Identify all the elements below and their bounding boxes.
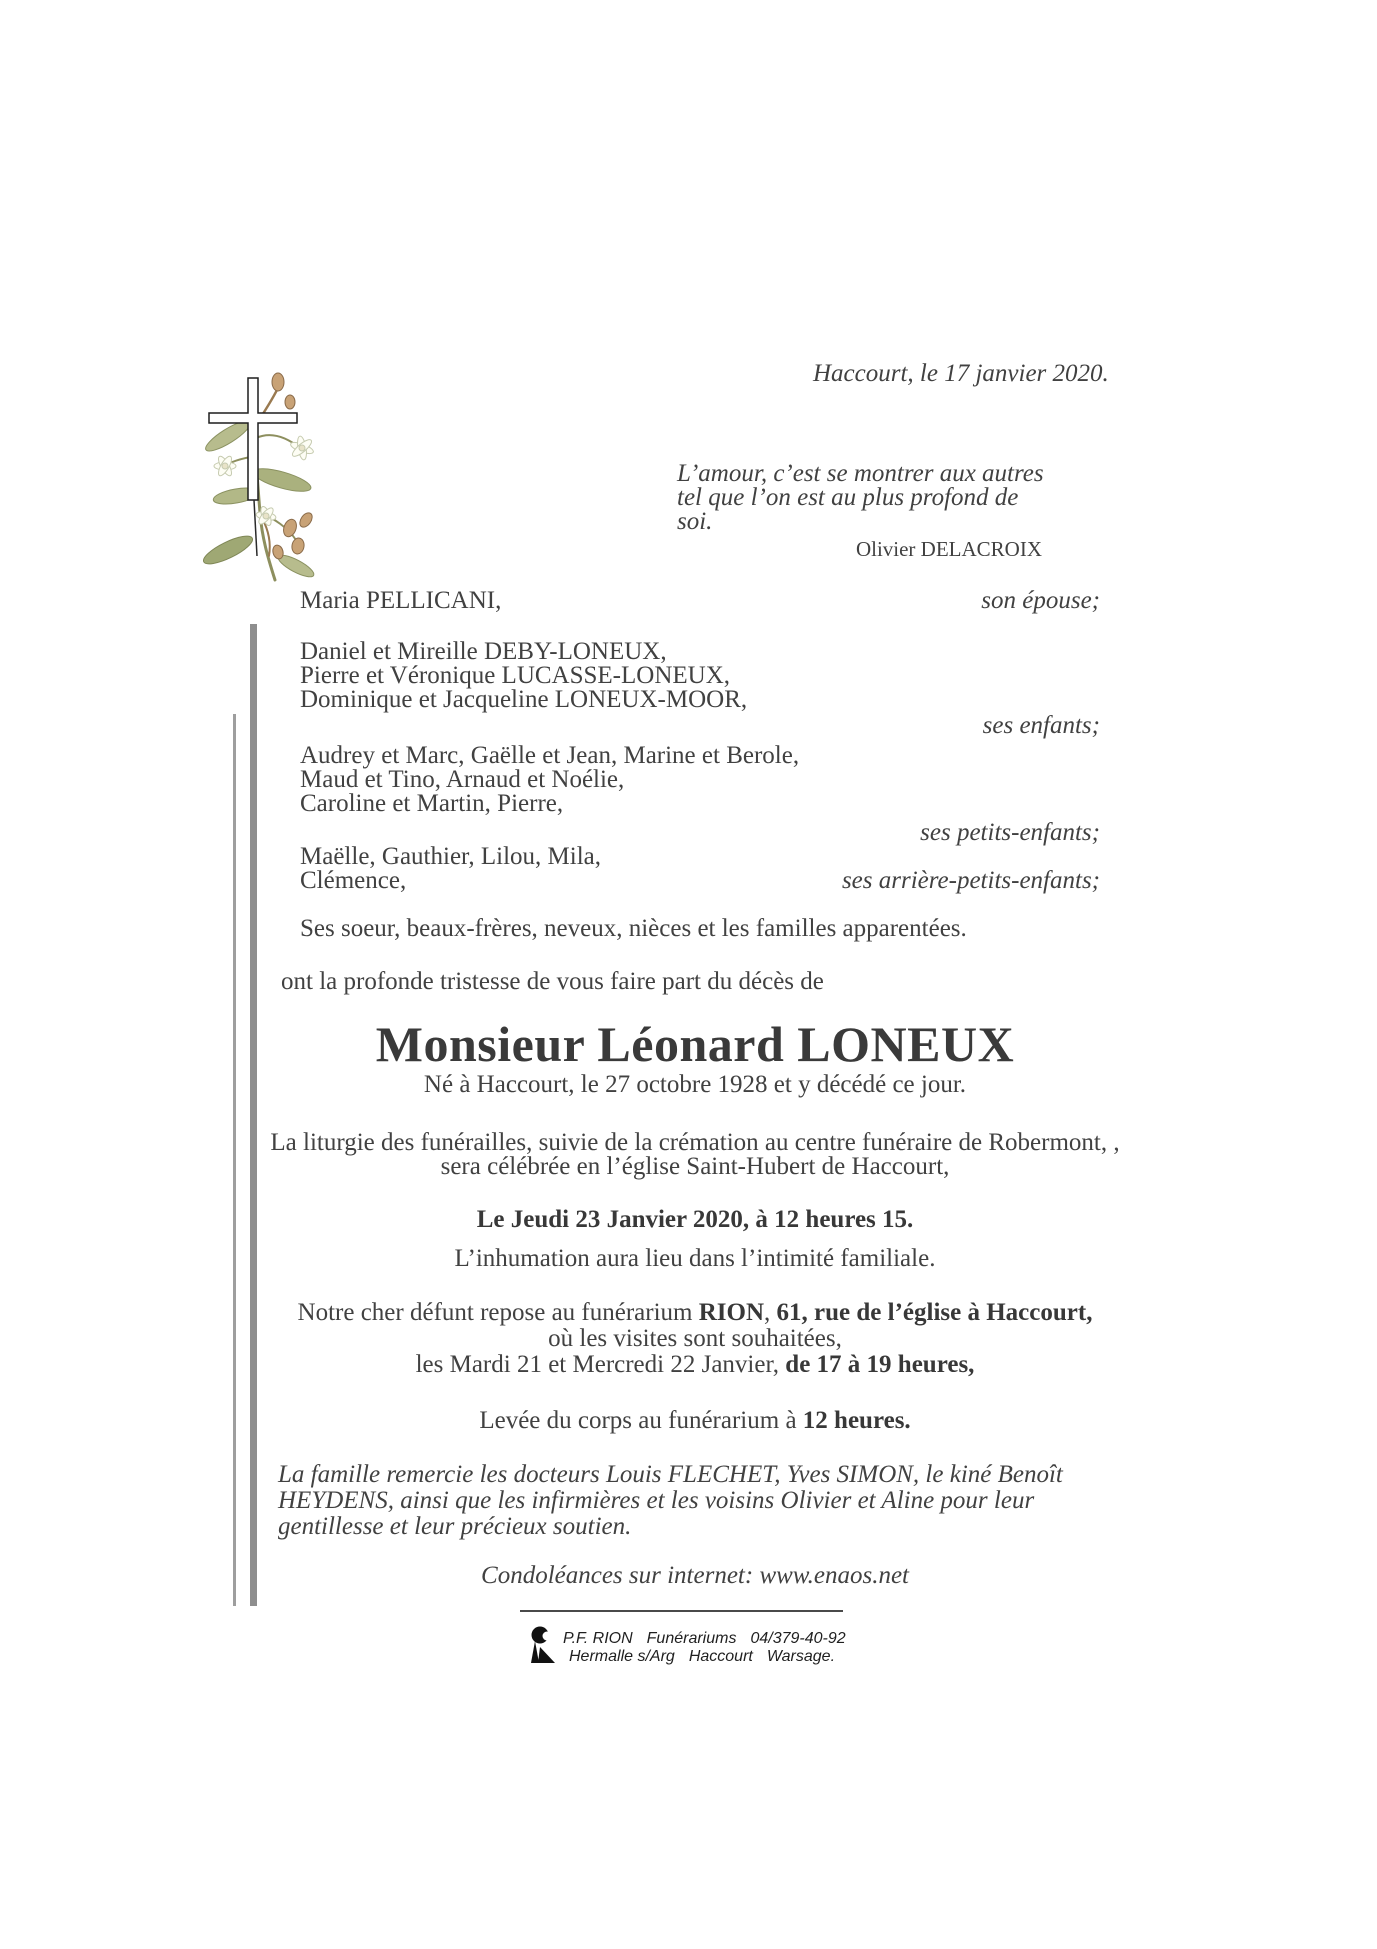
rion-logo-icon bbox=[528, 1626, 556, 1664]
footer-type: Funérariums bbox=[646, 1630, 737, 1647]
visitation-days: les Mardi 21 et Mercredi 22 Janvier, bbox=[415, 1351, 786, 1378]
funeral-home-footer bbox=[563, 1630, 846, 1666]
thanks-line: gentillesse et leur précieux soutien. bbox=[278, 1513, 632, 1540]
ceremony-line: sera célébrée en l’église Saint-Hubert de Haccourt, bbox=[440, 1153, 950, 1180]
footer-company: P.F. RION bbox=[563, 1630, 633, 1647]
visitation-line1 bbox=[270, 1300, 1120, 1326]
ceremony-datetime: Le Jeudi 23 Janvier 2020, à 12 heures 15. bbox=[476, 1206, 914, 1233]
grandchildren-label: ses petits-enfants; bbox=[920, 819, 1100, 846]
levee-prefix: Levée du corps au funérarium à bbox=[479, 1407, 803, 1434]
footer-divider bbox=[520, 1610, 843, 1612]
grandchildren-names bbox=[300, 744, 799, 816]
great-grandchildren-label: ses arrière-petits-enfants; bbox=[841, 867, 1100, 894]
list-item: Caroline et Martin, Pierre, bbox=[300, 790, 564, 817]
thanks-line: La famille remercie les docteurs Louis FLECHET, Yves SIMON, le kiné Benoît bbox=[278, 1461, 1063, 1488]
footer-location: Haccourt bbox=[688, 1648, 753, 1665]
visitation-line2: où les visites sont souhaitées, bbox=[548, 1325, 842, 1352]
cross-stem-line bbox=[254, 500, 257, 556]
visitation-hours: de 17 à 19 heures, bbox=[785, 1351, 975, 1378]
children-names bbox=[300, 640, 747, 712]
list-item: Dominique et Jacqueline LONEUX-MOOR, bbox=[300, 686, 748, 713]
list-item: Audrey et Marc, Gaëlle et Jean, Marine et Berole, bbox=[300, 742, 800, 769]
quote-block bbox=[677, 462, 1047, 561]
quote-line: tel que l’on est au plus profond de soi. bbox=[677, 484, 1019, 535]
levee-time: 12 heures. bbox=[802, 1407, 911, 1434]
levee-line bbox=[270, 1409, 1120, 1433]
spouse-name: Maria PELLICANI, bbox=[300, 587, 502, 614]
funeral-home-address: 61, rue de l’église à Haccourt, bbox=[776, 1299, 1093, 1326]
announcement-line: ont la profonde tristesse de vous faire part du décès de bbox=[281, 968, 824, 995]
thanks-paragraph bbox=[278, 1462, 1063, 1540]
spouse-label: son épouse; bbox=[981, 587, 1100, 614]
list-item: Maëlle, Gauthier, Lilou, Mila, bbox=[300, 843, 602, 870]
list-item: Daniel et Mireille DEBY-LONEUX, bbox=[300, 638, 667, 665]
footer-location: Hermalle s/Arg bbox=[569, 1648, 675, 1665]
inhumation-line: L’inhumation aura lieu dans l’intimité familiale. bbox=[454, 1245, 936, 1272]
deceased-life-dates: Né à Haccourt, le 27 octobre 1928 et y décédé ce jour. bbox=[423, 1071, 967, 1098]
quote-line: L’amour, c’est se montrer aux autres bbox=[677, 460, 1044, 487]
visitation-line3 bbox=[270, 1352, 1120, 1378]
ceremony-block bbox=[270, 1131, 1120, 1179]
condolences-line: Condoléances sur internet: www.enaos.net bbox=[481, 1562, 909, 1589]
list-item: Clémence, bbox=[300, 867, 407, 894]
thanks-line: HEYDENS, ainsi que les infirmières et les voisins Olivier et Aline pour leur bbox=[278, 1487, 1035, 1514]
flower-buds bbox=[271, 373, 314, 560]
great-grandchildren-names bbox=[300, 845, 601, 893]
other-relatives: Ses soeur, beaux-frères, neveux, nièces et les familles apparentées. bbox=[300, 915, 967, 942]
footer-line1 bbox=[563, 1630, 846, 1648]
visitation-prefix: Notre cher défunt repose au funérarium bbox=[297, 1299, 699, 1326]
list-item: Maud et Tino, Arnaud et Noélie, bbox=[300, 766, 625, 793]
dateline: Haccourt, le 17 janvier 2020. bbox=[813, 360, 1109, 387]
memorial-cross-flowers-image bbox=[178, 368, 328, 583]
quote-attribution: Olivier DELACROIX bbox=[855, 537, 1042, 561]
left-vertical-bar-thin bbox=[233, 714, 236, 1606]
ceremony-line: La liturgie des funérailles, suivie de la crémation au centre funéraire de Robermont, , bbox=[270, 1129, 1120, 1156]
deceased-name: Monsieur Léonard LONEUX bbox=[375, 1016, 1015, 1072]
visitation-block bbox=[270, 1300, 1120, 1378]
children-label: ses enfants; bbox=[982, 712, 1100, 739]
visitation-separator: , bbox=[764, 1299, 777, 1326]
funeral-home-name: RION bbox=[698, 1299, 765, 1326]
footer-phone: 04/379-40-92 bbox=[750, 1630, 846, 1647]
left-vertical-bar-thick bbox=[250, 624, 257, 1606]
footer-location: Warsage. bbox=[766, 1648, 836, 1665]
footer-line2 bbox=[563, 1648, 846, 1666]
list-item: Pierre et Véronique LUCASSE-LONEUX, bbox=[300, 662, 731, 689]
